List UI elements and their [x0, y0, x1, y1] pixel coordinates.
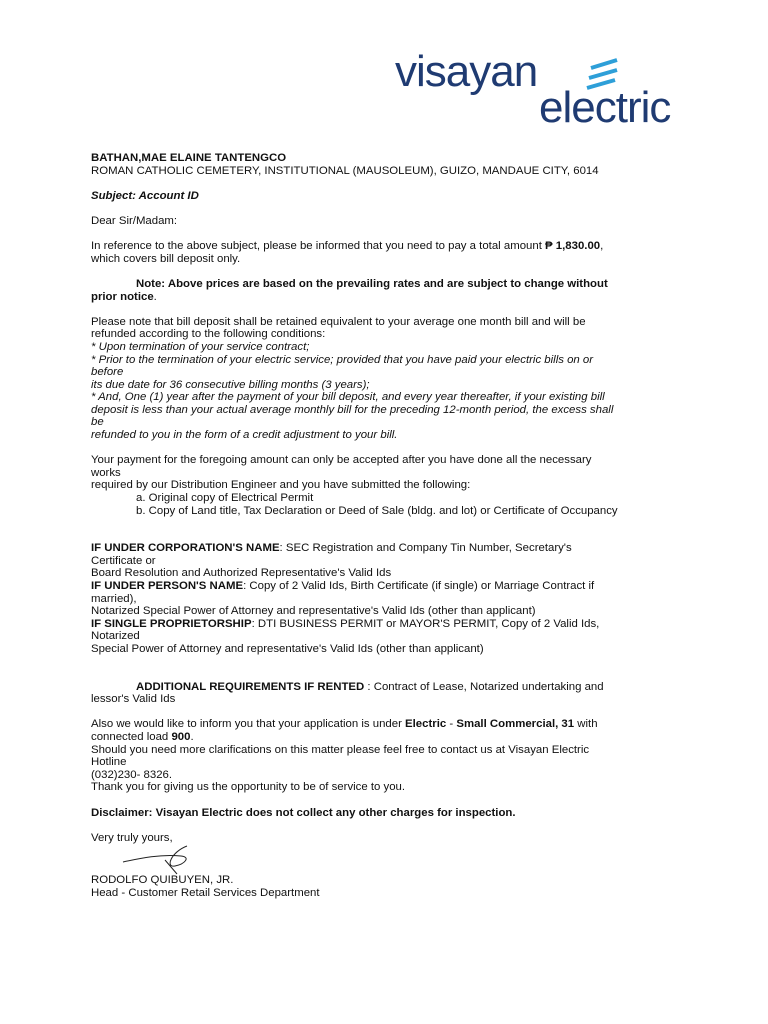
condition-line: deposit is less than your actual average monthly bill for the preceding 12-month period, the excess shall [91, 403, 614, 416]
contact-line-2: Hotline [91, 756, 127, 769]
handwritten-signature [121, 840, 211, 876]
subject-line: Subject: Account ID [91, 189, 199, 202]
salutation: Dear Sir/Madam: [91, 214, 178, 227]
recipient-name: BATHAN,MAE ELAINE TANTENGCO [91, 152, 287, 164]
corporation-requirements: IF UNDER CORPORATION'S NAME: SEC Registration and Company Tin Number, Secretary's [91, 542, 572, 555]
closing: Very truly yours, [91, 831, 173, 844]
proprietorship-requirements: IF SINGLE PROPRIETORSHIP: DTI BUSINESS PERMIT or MAYOR'S PERMIT, Copy of 2 Valid Ids, [91, 617, 600, 630]
corporation-line-2: Certificate or [91, 554, 156, 567]
note-line-2: prior notice. [91, 290, 157, 303]
visayan-electric-logo [395, 47, 725, 132]
corporation-line-3: Board Resolution and Authorized Representative's Valid Ids [91, 567, 392, 580]
note-line-1: Note: Above prices are based on the prevailing rates and are subject to change without [136, 277, 608, 290]
payment-item: a. Original copy of Electrical Permit [136, 492, 314, 505]
thanks-line: Thank you for giving us the opportunity to be of service to you. [91, 781, 406, 794]
additional-requirements: ADDITIONAL REQUIREMENTS IF RENTED : Contract of Lease, Notarized undertaking and [136, 680, 604, 693]
proprietorship-line-3: Special Power of Attorney and representative's Valid Ids (other than applicant) [91, 642, 484, 655]
deposit-line-1: Please note that bill deposit shall be retained equivalent to your average one month bill and will be [91, 315, 586, 328]
intro-line-2: which covers bill deposit only. [91, 252, 241, 265]
total-amount: ₱ 1,830.00 [545, 240, 601, 253]
condition-line: before [91, 366, 124, 379]
recipient-address: ROMAN CATHOLIC CEMETERY, INSTITUTIONAL (MAUSOLEUM), GUIZO, MANDAUE CITY, 6014 [91, 164, 599, 177]
payment-line: Your payment for the foregoing amount can only be accepted after you have done all the necessary [91, 454, 592, 467]
payment-item: b. Copy of Land title, Tax Declaration or Deed of Sale (bldg. and lot) or Certificate of Occupancy [136, 504, 618, 517]
person-line-2: married), [91, 592, 137, 605]
person-requirements: IF UNDER PERSON'S NAME: Copy of 2 Valid Ids, Birth Certificate (if single) or Marriage Contract if [91, 580, 595, 592]
signature-area [91, 844, 681, 874]
condition-line: be [91, 416, 104, 429]
signatory-title: Head - Customer Retail Services Department [91, 886, 320, 899]
payment-line: works [91, 466, 121, 479]
hotline-number: (032)230- 8326. [91, 768, 173, 781]
additional-line-2: lessor's Valid Ids [91, 693, 176, 706]
disclaimer: Disclaimer: Visayan Electric does not collect any other charges for inspection. [91, 806, 516, 819]
application-line: Also we would like to inform you that your application is under Electric - Small Commercial, 31 with [91, 718, 598, 731]
condition-line: * Upon termination of your service contract; [91, 340, 310, 353]
connected-load-line: connected load 900. [91, 730, 194, 743]
payment-line: required by our Distribution Engineer and you have submitted the following: [91, 479, 471, 492]
letter-body [91, 152, 681, 899]
condition-line: * Prior to the termination of your electric service; provided that you have paid your electric bills on or [91, 353, 594, 366]
deposit-line-2: refunded according to the following conditions: [91, 328, 326, 341]
intro-paragraph: In reference to the above subject, please be informed that you need to pay a total amount ₱ 1,830.00, [91, 240, 604, 253]
contact-line: Should you need more clarifications on this matter please feel free to contact us at Visayan Electric [91, 743, 590, 756]
condition-line: refunded to you in the form of a credit adjustment to your bill. [91, 429, 398, 442]
proprietorship-line-2: Notarized [91, 630, 140, 643]
logo-word-electric: electric [539, 83, 671, 132]
logo-word-visayan: visayan [395, 47, 538, 96]
condition-line: * And, One (1) year after the payment of your bill deposit, and every year thereafter, if your existing bill [91, 391, 605, 404]
signatory-name: RODOLFO QUIBUYEN, JR. [91, 874, 234, 887]
person-line-3: Notarized Special Power of Attorney and representative's Valid Ids (other than applicant) [91, 605, 536, 618]
condition-line: its due date for 36 consecutive billing months (3 years); [91, 378, 370, 391]
